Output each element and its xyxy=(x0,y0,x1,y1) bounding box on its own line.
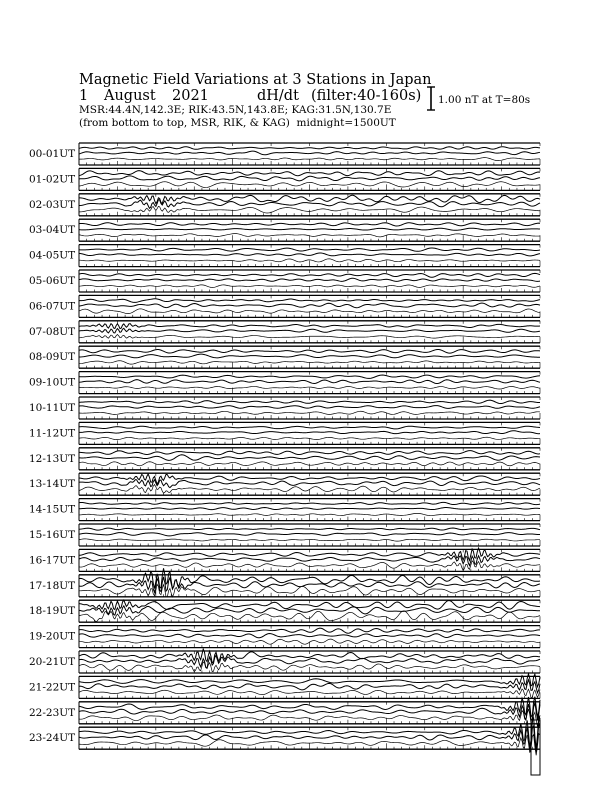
trace-KAG xyxy=(79,528,540,530)
trace-RIK xyxy=(79,577,540,593)
station-order-note: (from bottom to top, MSR, RIK, & KAG) xyxy=(79,117,290,129)
row-label: 14-15UT xyxy=(29,503,76,516)
row-label: 19-20UT xyxy=(29,630,76,643)
trace-RIK xyxy=(79,406,540,409)
row-03-04UT xyxy=(29,219,540,241)
row-label: 10-11UT xyxy=(29,402,76,414)
row-label: 17-18UT xyxy=(29,579,76,592)
row-label: 07-08UT xyxy=(29,325,76,338)
date-month: August xyxy=(104,88,156,104)
row-02-03UT xyxy=(29,194,540,216)
trace-KAG xyxy=(79,223,540,226)
row-label: 00-01UT xyxy=(29,148,76,160)
trace-KAG xyxy=(79,451,540,455)
trace-RIK xyxy=(79,606,540,615)
row-01-02UT xyxy=(29,168,540,190)
scale-label: 1.00 nT at T=80s xyxy=(438,94,531,106)
trace-RIK xyxy=(79,278,540,281)
row-label: 15-16UT xyxy=(29,529,76,541)
row-14-15UT xyxy=(29,499,540,521)
trace-KAG xyxy=(79,273,540,277)
trace-KAG xyxy=(79,502,540,504)
trace-KAG xyxy=(79,426,540,429)
trace-RIK xyxy=(79,380,540,384)
row-20-21UT xyxy=(29,649,540,673)
row-12-13UT xyxy=(29,448,540,470)
trace-RIK xyxy=(79,634,540,638)
row-00-01UT xyxy=(29,143,540,165)
trace-RIK xyxy=(79,151,540,155)
row-07-08UT xyxy=(29,321,540,343)
row-06-07UT xyxy=(29,295,540,317)
row-13-14UT xyxy=(29,473,540,495)
row-22-23UT xyxy=(29,697,540,727)
chart-title: Magnetic Field Variations at 3 Stations in Japan xyxy=(79,72,432,88)
row-05-06UT xyxy=(29,270,540,292)
trace-KAG xyxy=(79,400,540,403)
trace-KAG xyxy=(79,248,540,251)
row-10-11UT xyxy=(29,397,540,419)
row-19-20UT xyxy=(29,626,540,648)
trace-KAG xyxy=(79,375,540,378)
filter-label: (filter:40-160s) xyxy=(311,88,422,104)
row-label: 03-04UT xyxy=(29,224,76,237)
row-label: 21-22UT xyxy=(29,681,76,694)
row-08-09UT xyxy=(29,346,540,368)
row-label: 20-21UT xyxy=(29,656,76,668)
row-04-05UT xyxy=(29,245,540,267)
date-year: 2021 xyxy=(172,88,209,104)
row-label: 13-14UT xyxy=(29,478,76,491)
date-day: 1 xyxy=(79,88,89,104)
quantity-label: dH/dt xyxy=(257,88,299,104)
trace-RIK xyxy=(79,480,540,488)
trace-KAG xyxy=(79,697,540,717)
trace-RIK xyxy=(79,228,540,230)
row-09-10UT xyxy=(29,372,540,394)
trace-RIK xyxy=(79,303,540,308)
row-label: 22-23UT xyxy=(29,706,76,719)
trace-RIK xyxy=(79,533,540,536)
trace-RIK xyxy=(79,176,540,181)
trace-KAG xyxy=(79,324,540,329)
row-label: 23-24UT xyxy=(29,732,76,745)
row-label: 02-03UT xyxy=(29,198,76,211)
trace-RIK xyxy=(79,508,540,510)
row-21-22UT xyxy=(29,674,540,699)
row-label: 08-09UT xyxy=(29,351,76,364)
row-label: 05-06UT xyxy=(29,275,76,287)
row-label: 01-02UT xyxy=(29,173,76,186)
row-label: 12-13UT xyxy=(29,452,76,465)
row-label: 11-12UT xyxy=(29,427,76,440)
trace-RIK xyxy=(79,455,540,461)
row-label: 18-19UT xyxy=(29,605,76,618)
trace-KAG xyxy=(79,349,540,353)
trace-KAG xyxy=(79,171,540,176)
row-17-18UT xyxy=(29,568,540,597)
midnight-note: midnight=1500UT xyxy=(296,117,396,129)
row-18-19UT xyxy=(29,600,540,622)
trace-MSR xyxy=(79,462,540,466)
trace-KAG xyxy=(79,147,540,150)
trace-RIK xyxy=(79,431,540,434)
row-16-17UT xyxy=(29,548,540,571)
magnetogram-rows xyxy=(29,143,540,775)
row-11-12UT xyxy=(29,422,540,444)
trace-KAG xyxy=(79,299,540,303)
row-label: 09-10UT xyxy=(29,376,76,389)
row-label: 06-07UT xyxy=(29,300,76,313)
trace-RIK xyxy=(79,354,540,358)
row-label: 16-17UT xyxy=(29,554,76,567)
trace-RIK xyxy=(79,253,540,256)
row-15-16UT xyxy=(29,524,540,546)
trace-RIK xyxy=(79,328,540,333)
trace-KAG xyxy=(79,628,540,633)
row-label: 04-05UT xyxy=(29,249,76,262)
stations-line: MSR:44.4N,142.3E; RIK:43.5N,143.8E; KAG:31.5N,130.7E xyxy=(79,104,392,116)
scale-bar xyxy=(427,87,435,110)
